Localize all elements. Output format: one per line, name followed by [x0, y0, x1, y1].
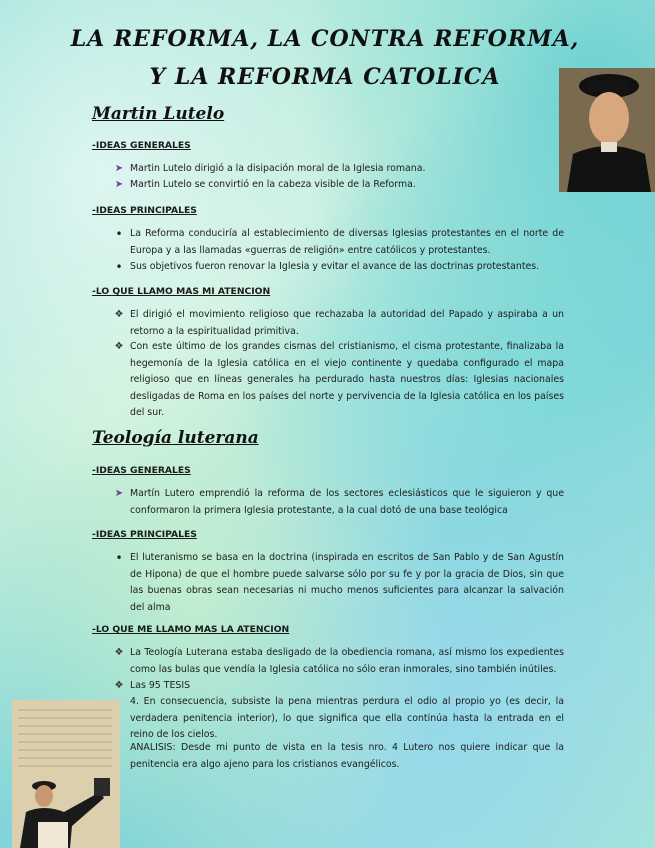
dot-bullet-icon: • [115, 227, 123, 241]
ideas-generales-label: -IDEAS GENERALES [92, 465, 191, 476]
list-item: • El luteranismo se basa en la doctrina (inspirada en escritos de San Pablo y de San Agustín de Hipona) de que el hombre puede salvarse sólo por su fe y por la gracia de Dios, sin que las buenas obras sean necesarias ni mucho menos suficientes para alcanzar la salvación del alma [112, 550, 564, 616]
list-item: • Sus objetivos fueron renovar la Iglesia y evitar el avance de las doctrinas protestantes. [112, 259, 564, 276]
dot-bullet-icon: • [115, 260, 123, 274]
ideas-principales-label: -IDEAS PRINCIPALES [92, 205, 197, 216]
list-item: ➤ Martin Lutelo dirigió a la disipación moral de la Iglesia romana. [112, 161, 564, 178]
section-heading-martin-lutelo: Martin Lutelo [92, 104, 225, 124]
tesis-text: 4. En consecuencia, subsiste la pena mientras perdura el odio al propio yo (es decir, la verdadera penitencia interior), lo que significa que ella continúa hasta la entrada en el reino de los cielos. [130, 696, 564, 740]
section-heading-teologia-luterana: Teología luterana [92, 428, 259, 448]
luther-engraving-image [12, 700, 120, 848]
list-item: ❖ Las 95 TESIS [112, 678, 564, 695]
ideas-principales-label: -IDEAS PRINCIPALES [92, 529, 197, 540]
analisis-text: ANALISIS: Desde mi punto de vista en la tesis nro. 4 Lutero nos quiere indicar que la penitencia era algo ajeno para los cristianos evangélicos. [130, 742, 564, 770]
diamond-bullet-icon: ❖ [114, 309, 124, 320]
diamond-bullet-icon: ❖ [114, 680, 124, 691]
arrow-bullet-icon: ➤ [114, 163, 124, 174]
list-item: ❖ El dirigió el movimiento religioso que rechazaba la autoridad del Papado y aspiraba a un retorno a la espiritualidad primitiva. [112, 307, 564, 340]
luther-portrait-image [559, 68, 655, 192]
list-item: ➤ Martín Lutero emprendió la reforma de los sectores eclesiásticos que le siguieron y que conformaron la primera Iglesia protestante, a la cual dotó de una base teológica [112, 486, 564, 519]
page-title: LA REFORMA, LA CONTRA REFORMA, Y LA REFORMA CATOLICA [70, 26, 580, 90]
arrow-bullet-icon: ➤ [114, 488, 124, 499]
dot-bullet-icon: • [115, 551, 123, 565]
diamond-bullet-icon: ❖ [114, 647, 124, 658]
list-item: ❖ Con este último de los grandes cismas del cristianismo, el cisma protestante, finalizaba la hegemonía de la Iglesia católica en el viejo continente y quedaba configurado el mapa religioso que en líneas generales ha perdurado hasta nuestros días: Iglesias nacionales desligadas de Roma en los países del norte y pervivencia de la Iglesia católica en los países del sur. [112, 339, 564, 422]
diamond-bullet-icon: ❖ [114, 341, 124, 352]
atencion-label: -LO QUE ME LLAMO MAS LA ATENCION [92, 624, 290, 635]
ideas-generales-label: -IDEAS GENERALES [92, 140, 191, 151]
list-item: ➤ Martin Lutelo se convirtió en la cabeza visible de la Reforma. [112, 177, 564, 194]
list-item: • La Reforma conduciría al establecimiento de diversas Iglesias protestantes en el norte de Europa y a las llamadas «guerras de religión» entre católicos y protestantes. [112, 226, 564, 259]
atencion-label: -LO QUE LLAMO MAS MI ATENCION [92, 286, 271, 297]
list-item: ❖ La Teología Luterana estaba desligado de la obediencia romana, así mismo los expedientes como las bulas que vendía la Iglesia católica no sólo eran inmorales, sino también inútiles. [112, 645, 564, 678]
arrow-bullet-icon: ➤ [114, 179, 124, 190]
